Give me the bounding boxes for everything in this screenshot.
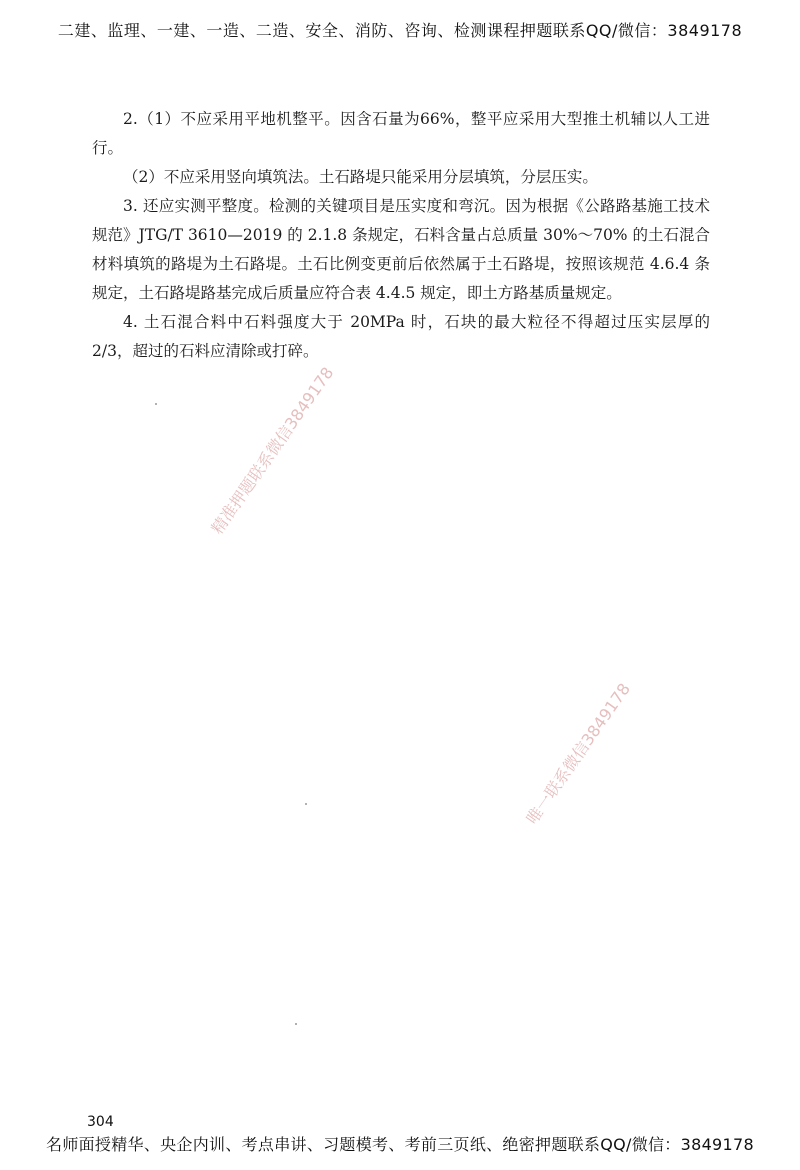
scan-speck <box>155 403 157 405</box>
footer-banner: 名师面授精华、央企内训、考点串讲、习题模考、考前三页纸、绝密押题联系QQ/微信：3849178 <box>46 1135 754 1154</box>
answer-paragraph-2-1: 2.（1）不应采用平地机整平。因含石量为66%，整平应采用大型推土机辅以人工进行。 <box>92 110 710 157</box>
scan-speck <box>305 803 307 805</box>
answer-body <box>92 105 710 366</box>
scan-speck <box>295 1023 297 1025</box>
page-number: 304 <box>87 1114 114 1130</box>
watermark-text-1: 精准押题联系微信3849178 <box>207 363 338 538</box>
answer-paragraph-2-2: （2）不应采用竖向填筑法。土石路堤只能采用分层填筑，分层压实。 <box>123 168 598 186</box>
answer-paragraph-4: 4. 土石混合料中石料强度大于 20MPa 时，石块的最大粒径不得超过压实层厚的 2/3，超过的石料应清除或打碎。 <box>92 313 710 360</box>
watermark-text-2: 唯一联系微信3849178 <box>522 679 634 828</box>
header-banner: 二建、监理、一建、一造、二造、安全、消防、咨询、检测课程押题联系QQ/微信：3849178 <box>57 21 743 40</box>
answer-paragraph-3: 3. 还应实测平整度。检测的关键项目是压实度和弯沉。因为根据《公路路基施工技术规范》JTG/T 3610—2019 的 2.1.8 条规定，石料含量占总质量 30%～70% 的土石混合材料填筑的路堤为土石路堤。土石比例变更前后依然属于土石路堤，按照该规范 4.6.4 条规定，土石路堤路基完成后质量应符合表 4.4.5 规定，即土方路基质量规定。 <box>92 197 710 302</box>
